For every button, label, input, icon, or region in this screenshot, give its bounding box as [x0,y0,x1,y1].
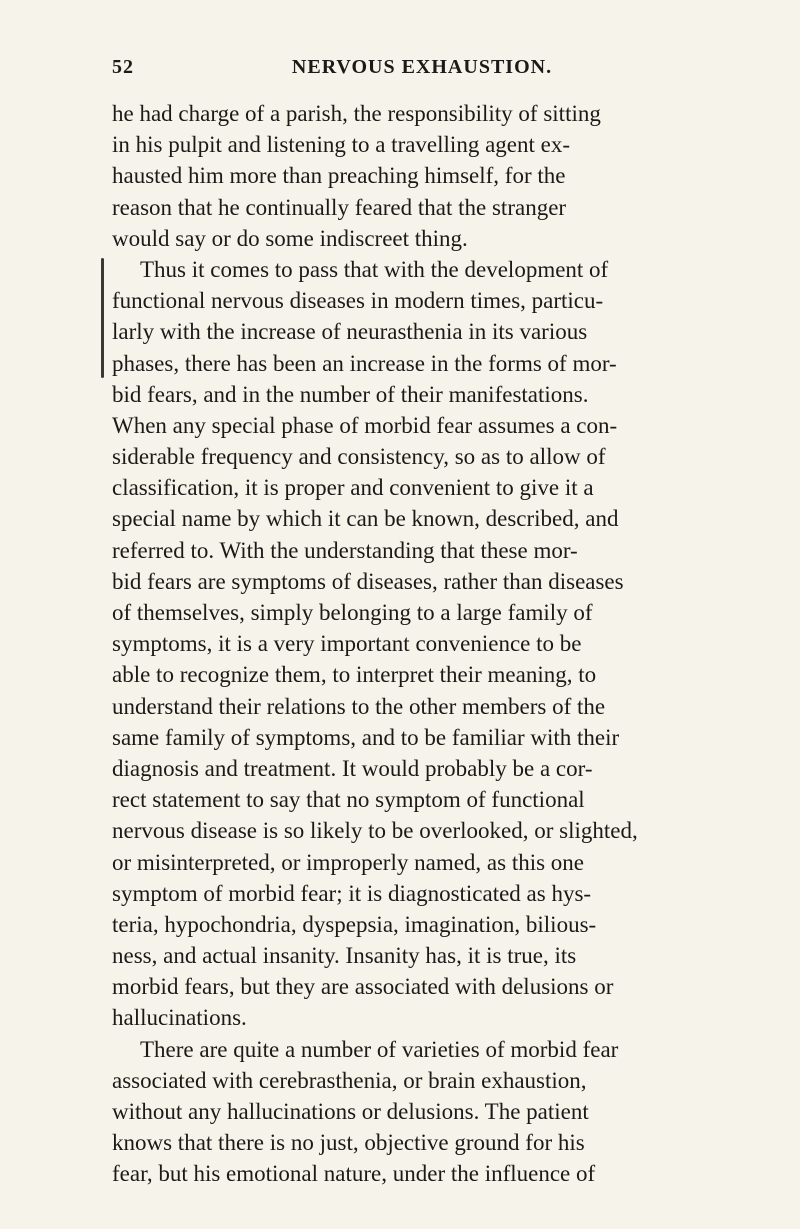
text-line: When any special phase of morbid fear assumes a con- [112,412,618,438]
binding-mark [101,258,104,378]
text-line: symptoms, it is a very important convenience to be [112,631,582,657]
text-line: nervous disease is so likely to be overlooked, or slighted, [112,818,638,844]
text-line: bid fears, and in the number of their manifestations. [112,381,589,407]
text-line: larly with the increase of neurasthenia in its various [112,319,588,345]
text-line: diagnosis and treatment. It would probably be a cor- [112,755,593,781]
text-line: hallucinations. [112,1005,247,1031]
text-line: associated with cerebrasthenia, or brain exhaustion, [112,1067,587,1093]
text-line: There are quite a number of varieties of morbid fear [140,1036,619,1062]
text-line: morbid fears, but they are associated with delusions or [112,974,614,1000]
text-line: able to recognize them, to interpret their meaning, to [112,662,597,688]
text-line: functional nervous diseases in modern times, particu- [112,288,604,314]
text-line: in his pulpit and listening to a travelling agent ex- [112,132,570,158]
text-line: special name by which it can be known, described, and [112,506,619,532]
page-header [112,56,732,86]
text-line: he had charge of a parish, the responsibility of sitting [112,101,601,126]
text-line: referred to. With the understanding that these mor- [112,537,578,563]
text-line: without any hallucinations or delusions. The patient [112,1099,589,1124]
text-line: or misinterpreted, or improperly named, as this one [112,849,585,875]
text-line: of themselves, simply belonging to a large family of [112,600,593,625]
text-line: phases, there has been an increase in the forms of mor- [112,350,617,376]
body-text [112,98,752,1190]
text-line: would say or do some indiscreet thing. [112,225,468,251]
text-line: understand their relations to the other members of the [112,693,606,719]
page-number: 52 [112,56,134,78]
text-line: bid fears are symptoms of diseases, rather than diseases [112,568,624,594]
running-head: NERVOUS EXHAUSTION. [291,56,553,78]
text-line: ness, and actual insanity. Insanity has, it is true, its [112,943,577,969]
text-line: classification, it is proper and convenient to give it a [112,475,594,501]
text-line: hausted him more than preaching himself, for the [112,163,566,189]
text-line: reason that he continually feared that the stranger [112,194,567,220]
text-line: same family of symptoms, and to be familiar with their [112,724,620,750]
text-line: Thus it comes to pass that with the development of [140,256,609,282]
text-line: rect statement to say that no symptom of functional [112,787,585,813]
text-line: siderable frequency and consistency, so as to allow of [112,444,606,470]
text-line: symptom of morbid fear; it is diagnosticated as hys- [112,880,592,906]
text-line: teria, hypochondria, dyspepsia, imagination, bilious- [112,911,597,937]
text-line: knows that there is no just, objective ground for his [112,1130,585,1156]
text-line: fear, but his emotional nature, under the influence of [112,1161,596,1187]
